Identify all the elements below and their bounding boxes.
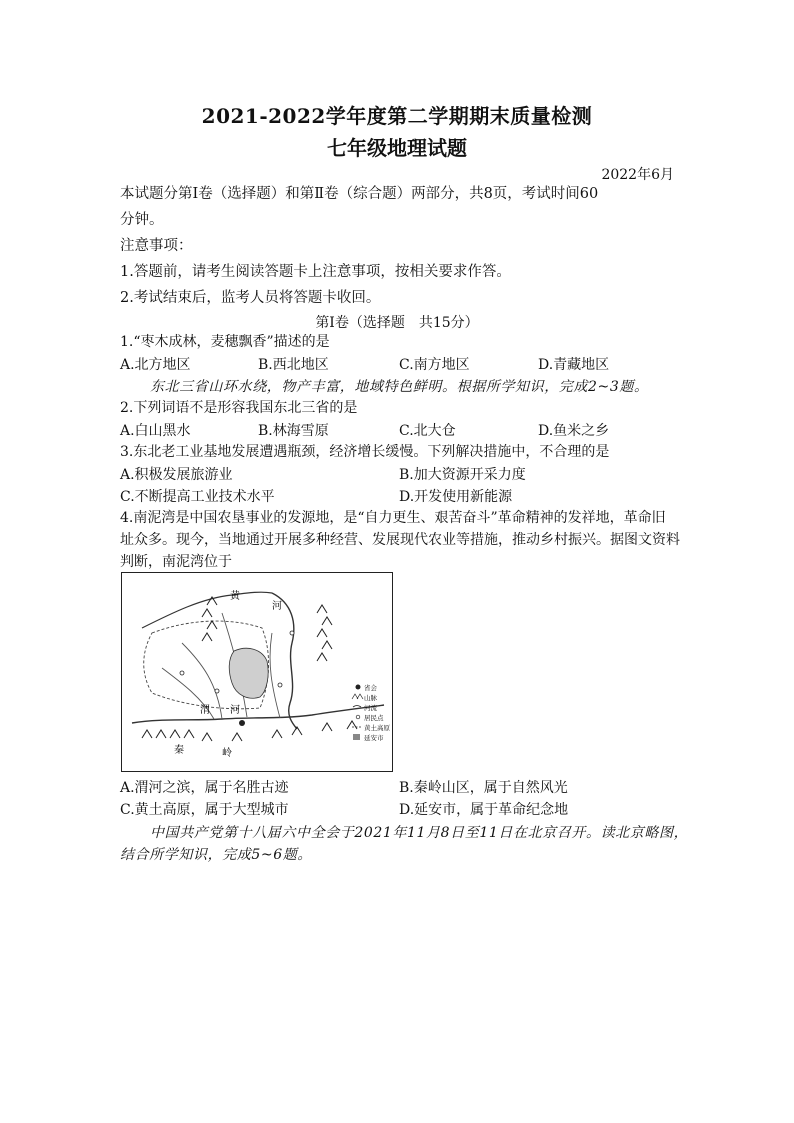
q3-option-c: C.不断提高工业技术水平 [120,489,275,505]
yellow-river-bend [142,592,272,628]
legend-capital-icon [356,685,361,690]
intro-line-2: 分钟。 [120,212,164,228]
q3-option-d: D.开发使用新能源 [399,489,513,505]
map-label-he: 河 [272,601,282,612]
legend-mountain-icon [352,694,363,699]
note-1: 1.答题前，请考生阅读答题卡上注意事项，按相关要求作答。 [120,264,511,280]
q1-option-b: B.西北地区 [258,357,329,373]
q2-option-a: A.白山黑水 [120,423,191,439]
context-5-6-line-1: 中国共产党第十八届六中全会于2021年11月8日至11日在北京召开。读北京略图， [150,825,689,841]
q3-stem: 3.东北老工业基地发展遭遇瓶颈，经济增长缓慢。下列解决措施中，不合理的是 [120,444,610,460]
legend-yanan: 延安市 [364,734,384,742]
q4-stem-line-2: 址众多。现今，当地通过开展多种经营、发展现代农业等措施，推动乡村振兴。据图文资料 [120,532,680,548]
q1-option-c: C.南方地区 [399,357,470,373]
yanan-region-map [121,572,393,772]
section-title: 第Ⅰ卷（选择题 共15分） [315,315,479,331]
exam-date: 2022年6月 [601,167,674,183]
q2-option-b: B.林海雪原 [258,423,329,439]
legend-settlement: 居民点 [364,714,384,722]
q2-option-c: C.北大仓 [399,423,456,439]
q4-option-d: D.延安市，属于革命纪念地 [399,802,569,818]
q4-stem-line-3: 判断，南泥湾位于 [120,554,232,570]
legend-capital: 省会 [364,684,377,692]
intro-line-1: 本试题分第Ⅰ卷（选择题）和第Ⅱ卷（综合题）两部分，共8页，考试时间60 [120,186,599,202]
q1-option-a: A.北方地区 [120,357,191,373]
qinling-mountain-symbols [142,721,357,741]
legend-river: 河流 [364,704,377,712]
q4-option-c: C.黄土高原，属于大型城市 [120,802,289,818]
q4-option-b: B.秦岭山区，属于自然风光 [399,780,568,796]
map-label-he2: 河 [230,705,240,716]
q3-option-a: A.积极发展旅游业 [120,467,233,483]
context-2-3: 东北三省山环水绕，物产丰富，地域特色鲜明。根据所学知识，完成2~3题。 [150,379,649,395]
tributary-4 [270,633,280,718]
yanan-area [229,648,268,698]
yellow-river-line [272,593,297,729]
mountain-symbols-nw [202,597,217,641]
exam-title: 2021-2022学年度第二学期期末质量检测 [201,104,593,128]
q1-stem: 1.“枣木成林，麦穗飘香”描述的是 [120,334,330,350]
mountain-symbols-east [317,605,332,661]
q4-option-a: A.渭河之滨，属于名胜古迹 [120,780,289,796]
q3-option-b: B.加大资源开采力度 [399,467,526,483]
legend-river-icon [353,706,361,708]
map-label-qin: 秦 [174,745,184,756]
map-label-ling: 岭 [222,748,232,759]
legend-settlement-icon [356,715,360,719]
legend-mountain: 山脉 [364,694,377,702]
exam-subtitle: 七年级地理试题 [327,136,467,160]
map-label-huang: 黄 [230,591,240,602]
legend-yanan-icon [353,734,360,740]
note-2: 2.考试结束后，监考人员将答题卡收回。 [120,290,381,306]
map-label-wei: 渭 [200,705,210,716]
context-5-6-line-2: 结合所学知识，完成5~6题。 [120,847,312,863]
capital-dot [239,720,245,726]
q4-stem-line-1: 4.南泥湾是中国农垦事业的发源地，是“自力更生、艰苦奋斗”革命精神的发祥地，革命旧 [120,510,666,526]
map-legend [352,683,391,742]
notes-heading: 注意事项： [120,238,193,254]
legend-loess: 黄土高原 [364,724,390,732]
q1-option-d: D.青藏地区 [538,357,610,373]
map-svg [122,573,392,771]
q2-option-d: D.鱼米之乡 [538,423,610,439]
q2-stem: 2.下列词语不是形容我国东北三省的是 [120,400,358,416]
